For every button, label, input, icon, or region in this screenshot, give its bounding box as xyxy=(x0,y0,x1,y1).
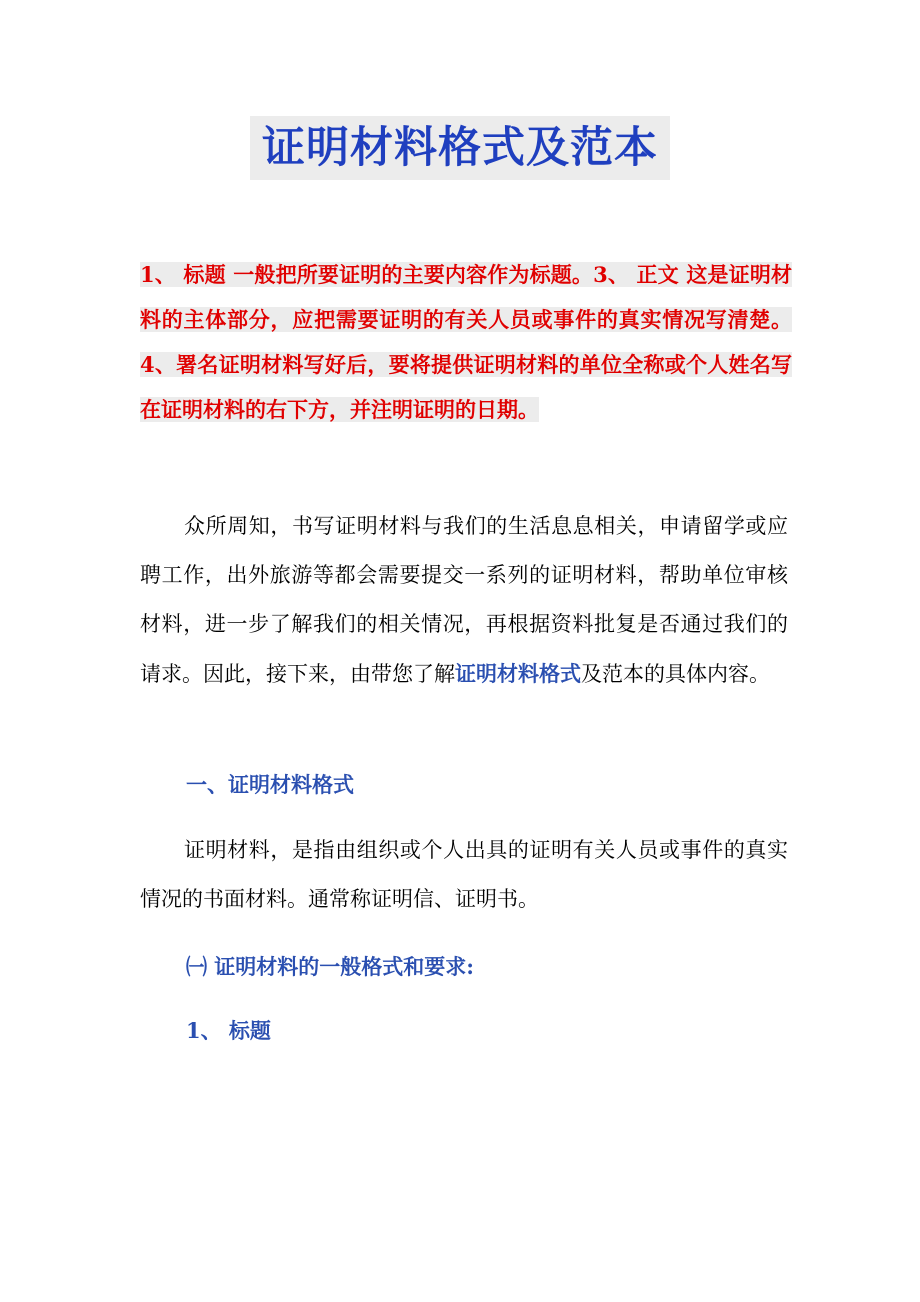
item-heading-title: 1、 标题 xyxy=(186,1018,271,1043)
intro-paragraph xyxy=(140,502,788,699)
subsection-heading-general-format: ㈠ 证明材料的一般格式和要求: xyxy=(186,954,475,979)
summary-paragraph xyxy=(140,252,792,432)
page-title: 证明材料格式及范本 xyxy=(250,116,670,180)
definition-paragraph: 证明材料，是指由组织或个人出具的证明有关人员或事件的真实情况的书面材料。通常称证明信、证明书。 xyxy=(140,838,788,911)
section-heading-format: 一、证明材料格式 xyxy=(186,772,354,797)
intro-text-before: 众所周知，书写证明材料与我们的生活息息相关，申请留学或应聘工作，出外旅游等都会需要提交一系列的证明材料，帮助单位审核材料，进一步了解我们的相关情况，再根据资料批复是否通过我们的请求。因此，接下来，由带您了解 xyxy=(140,514,788,686)
intro-text-after: 及范本的具体内容。 xyxy=(581,662,770,686)
summary-text: 1、 标题 一般把所要证明的主要内容作为标题。3、 正文 这是证明材料的主体部分，应把需要证明的有关人员或事件的真实情况写清楚。4、署名证明材料写好后，要将提供证明材料的单位全称或个人姓名写在证明材料的右下方，并注明证明的日期。 xyxy=(140,262,792,422)
keyword-link[interactable]: 证明材料格式 xyxy=(455,661,581,686)
